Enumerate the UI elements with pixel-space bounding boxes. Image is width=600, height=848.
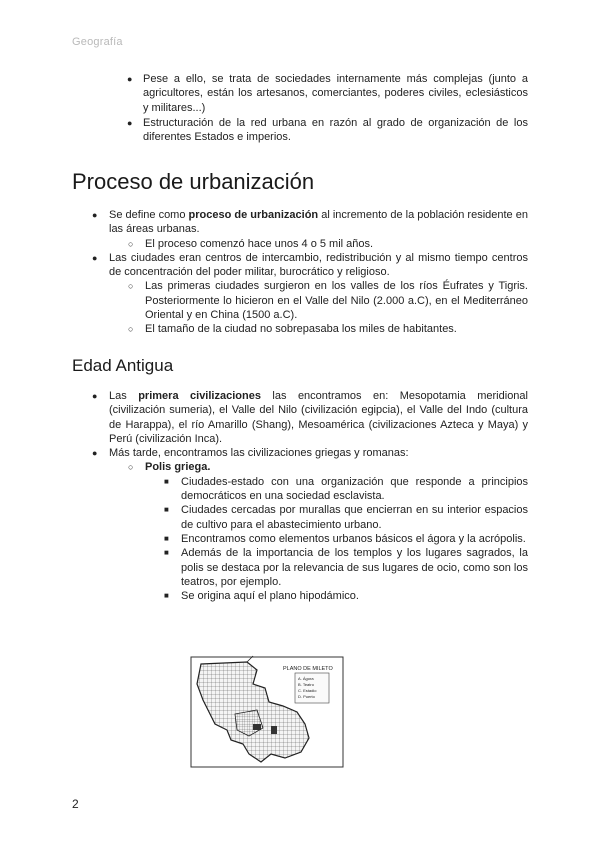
list-item: ● Más tarde, encontramos las civilizaciones griegas y romanas:: [92, 447, 409, 460]
miletus-map-figure: [187, 654, 347, 770]
bullet-square-icon: ■: [164, 548, 169, 558]
list-item: ● Se define como proceso de urbanización al incremento de la población residente en las áreas urbanas.: [92, 209, 528, 236]
edad-antigua-list: [72, 389, 528, 603]
list-item: ○ Polis griega.: [128, 461, 211, 474]
section-title-edad-antigua: Edad Antigua: [72, 356, 174, 375]
list-item: ○ Las primeras ciudades surgieron en los valles de los ríos Éufrates y Tigris. Posteriormente lo hicieron en el Valle del Nilo (2.000 a.C), en el Mediterráneo Oriental y en China (1500 a.C).: [128, 280, 528, 322]
bullet-circle-icon: ○: [128, 324, 134, 335]
legend-item: D. Puerto: [298, 694, 315, 699]
list-item: ● Las primera civilizaciones las encontramos en: Mesopotamia meridional (civilización sumeria), el Valle del Nilo (civilización egipcia), el Valle del Indo (cultura de Harappa), el río Amarillo (Shang), Mesoamérica (civilizaciones Azteca y Maya) y Perú (civilización Inca).: [92, 390, 528, 445]
list-item: ■ Además de la importancia de los templos y los lugares sagrados, la polis se destaca por la relevancia de sus lugares de ocio, como son los teatros, por ejemplo.: [164, 547, 528, 588]
list-item: ■ Ciudades cercadas por murallas que encierran en su interior espacios de cultivo para el abastecimiento urbano.: [164, 504, 528, 531]
map-title: PLANO DE MILETO: [283, 666, 333, 672]
document-header: Geografía: [72, 36, 123, 48]
list-item: ■ Se origina aquí el plano hipodámico.: [164, 590, 359, 603]
map-building: [253, 724, 261, 730]
bullet-square-icon: ■: [164, 476, 169, 486]
legend-item: A. Ágora: [298, 676, 314, 681]
list-item: ■ Ciudades-estado con una organización que responde a principios democráticos en una sociedad esclavista.: [164, 475, 528, 503]
bullet-disc-icon: ●: [92, 210, 98, 220]
bullet-disc-icon: ●: [92, 391, 98, 401]
bullet-circle-icon: ○: [128, 281, 134, 292]
bullet-disc-icon: ●: [92, 252, 98, 263]
urbanizacion-list: [72, 208, 528, 337]
bullet-square-icon: ■: [164, 591, 169, 601]
section-title-urbanizacion: Proceso de urbanización: [72, 169, 315, 194]
list-item: ● Las ciudades eran centros de intercambio, redistribución y al mismo tiempo centros de concentración del poder militar, burocrático y religioso.: [92, 251, 528, 279]
list-item: ○ El tamaño de la ciudad no sobrepasaba los miles de habitantes.: [128, 323, 457, 336]
list-item: ○ El proceso comenzó hace unos 4 o 5 mil años.: [128, 237, 374, 250]
bullet-disc-icon: ●: [127, 74, 133, 84]
bullet-disc-icon: ●: [92, 448, 98, 459]
bullet-disc-icon: ●: [127, 117, 133, 128]
bullet-circle-icon: ○: [128, 238, 134, 249]
list-item: ● Estructuración de la red urbana en razón al grado de organización de los diferentes Estados e imperios.: [127, 116, 528, 144]
legend-item: B. Teatro: [298, 682, 314, 687]
intro-list: [72, 72, 528, 144]
legend-item: C. Estadio: [298, 688, 317, 693]
bullet-square-icon: ■: [164, 505, 169, 515]
list-item: ● Pese a ello, se trata de sociedades internamente más complejas (junto a agricultores, están los artesanos, comerciantes, poderes civiles, eclesiásticos y militares...): [127, 73, 528, 114]
page-number: 2: [72, 797, 79, 811]
map-building: [271, 726, 277, 734]
list-item: ■ Encontramos como elementos urbanos básicos el ágora y la acrópolis.: [164, 532, 526, 545]
bullet-circle-icon: ○: [128, 462, 134, 473]
bullet-square-icon: ■: [164, 533, 169, 543]
